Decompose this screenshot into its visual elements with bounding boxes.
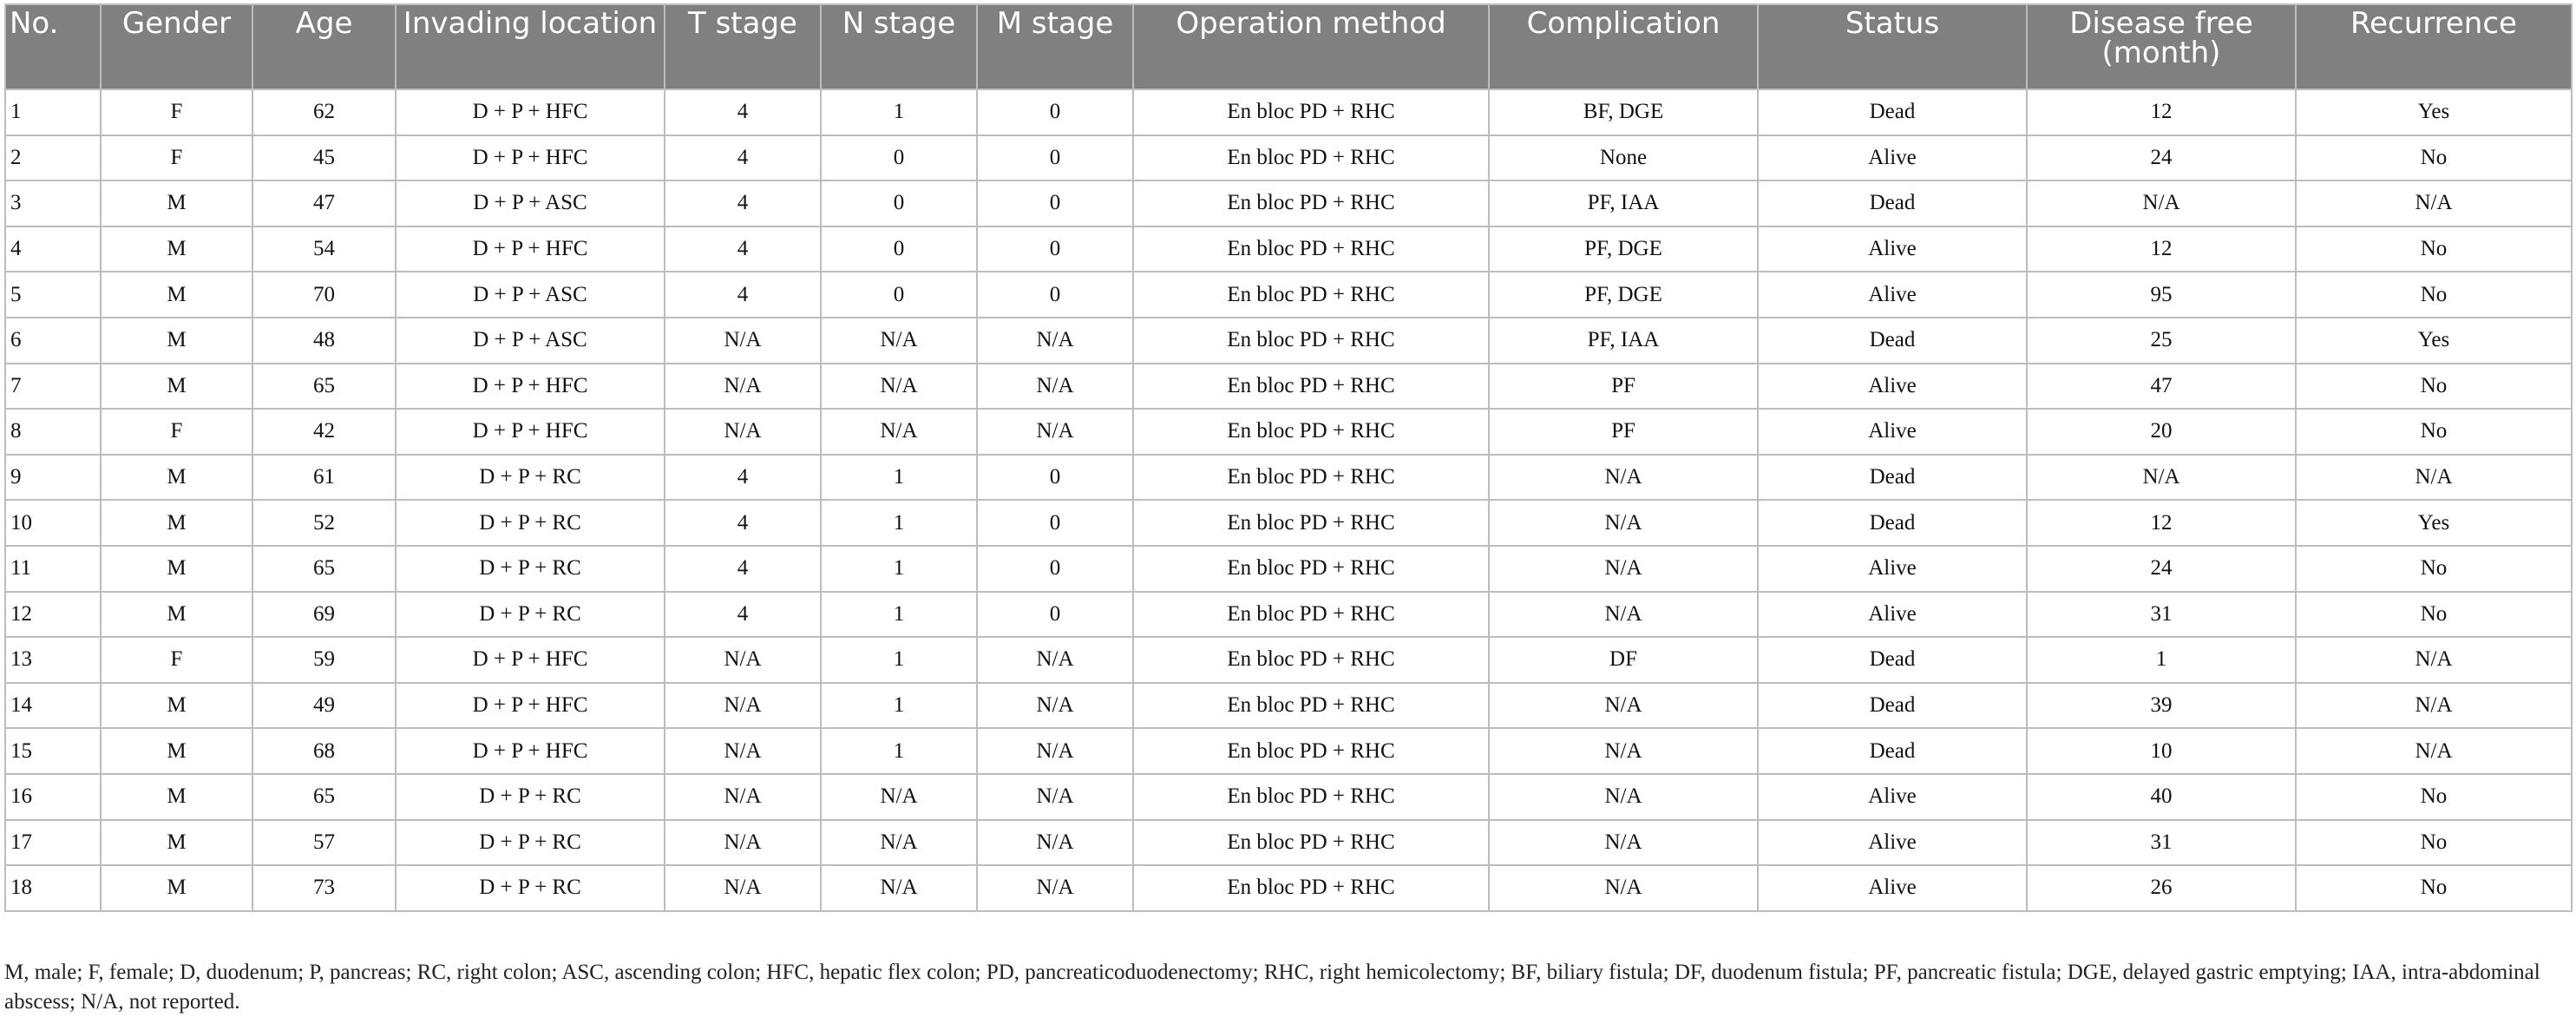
cell-complication: N/A <box>1489 500 1758 546</box>
cell-disease-free: 31 <box>2027 592 2296 638</box>
cell-no: 9 <box>5 455 101 501</box>
column-header-disease-free: Disease free (month) <box>2027 4 2296 89</box>
cell-m-stage: N/A <box>977 728 1133 774</box>
cell-gender: M <box>101 683 252 729</box>
cell-status: Alive <box>1758 774 2027 820</box>
cell-status: Dead <box>1758 455 2027 501</box>
cell-gender: M <box>101 226 252 272</box>
table-row <box>5 180 2572 226</box>
column-header-no: No. <box>5 4 101 89</box>
cell-age: 49 <box>252 683 396 729</box>
cell-t-stage: 4 <box>665 180 821 226</box>
column-header-age: Age <box>252 4 396 89</box>
cell-operation-method: En bloc PD + RHC <box>1133 318 1489 364</box>
cell-recurrence: No <box>2296 272 2572 318</box>
cell-invading-location: D + P + RC <box>396 592 665 638</box>
cell-no: 6 <box>5 318 101 364</box>
column-header-complication: Complication <box>1489 4 1758 89</box>
cell-m-stage: N/A <box>977 637 1133 683</box>
cell-recurrence: No <box>2296 364 2572 410</box>
cell-m-stage: N/A <box>977 865 1133 911</box>
table-row <box>5 592 2572 638</box>
cell-status: Dead <box>1758 89 2027 135</box>
cell-complication: N/A <box>1489 592 1758 638</box>
table-row <box>5 774 2572 820</box>
cell-no: 16 <box>5 774 101 820</box>
cell-operation-method: En bloc PD + RHC <box>1133 135 1489 181</box>
cell-operation-method: En bloc PD + RHC <box>1133 180 1489 226</box>
table-row <box>5 500 2572 546</box>
cell-invading-location: D + P + HFC <box>396 409 665 455</box>
column-header-n-stage: N stage <box>821 4 977 89</box>
cell-no: 11 <box>5 546 101 592</box>
cell-disease-free: N/A <box>2027 455 2296 501</box>
cell-m-stage: N/A <box>977 318 1133 364</box>
table-row <box>5 455 2572 501</box>
cell-gender: F <box>101 89 252 135</box>
cell-no: 1 <box>5 89 101 135</box>
cell-age: 45 <box>252 135 396 181</box>
cell-complication: PF <box>1489 364 1758 410</box>
cell-m-stage: 0 <box>977 546 1133 592</box>
cell-gender: F <box>101 135 252 181</box>
cell-status: Dead <box>1758 180 2027 226</box>
cell-recurrence: Yes <box>2296 500 2572 546</box>
cell-age: 42 <box>252 409 396 455</box>
cell-n-stage: N/A <box>821 774 977 820</box>
cell-recurrence: Yes <box>2296 318 2572 364</box>
cell-age: 68 <box>252 728 396 774</box>
cell-recurrence: No <box>2296 820 2572 866</box>
table-row <box>5 820 2572 866</box>
cell-invading-location: D + P + HFC <box>396 89 665 135</box>
table-container <box>4 3 2571 912</box>
column-header-gender: Gender <box>101 4 252 89</box>
cell-gender: M <box>101 272 252 318</box>
cell-recurrence: No <box>2296 592 2572 638</box>
cell-disease-free: 12 <box>2027 226 2296 272</box>
cell-m-stage: 0 <box>977 135 1133 181</box>
cell-age: 65 <box>252 774 396 820</box>
cell-gender: M <box>101 592 252 638</box>
cell-t-stage: 4 <box>665 546 821 592</box>
cell-n-stage: 0 <box>821 226 977 272</box>
cell-m-stage: N/A <box>977 364 1133 410</box>
cell-complication: PF, DGE <box>1489 226 1758 272</box>
cell-operation-method: En bloc PD + RHC <box>1133 364 1489 410</box>
column-header-t-stage: T stage <box>665 4 821 89</box>
cell-t-stage: 4 <box>665 500 821 546</box>
cell-gender: M <box>101 728 252 774</box>
cell-invading-location: D + P + RC <box>396 865 665 911</box>
cell-n-stage: N/A <box>821 409 977 455</box>
cell-status: Alive <box>1758 546 2027 592</box>
cell-age: 70 <box>252 272 396 318</box>
cell-no: 17 <box>5 820 101 866</box>
cell-operation-method: En bloc PD + RHC <box>1133 546 1489 592</box>
cell-invading-location: D + P + RC <box>396 500 665 546</box>
cell-recurrence: No <box>2296 774 2572 820</box>
cell-no: 8 <box>5 409 101 455</box>
table-row <box>5 364 2572 410</box>
cell-operation-method: En bloc PD + RHC <box>1133 226 1489 272</box>
cell-complication: DF <box>1489 637 1758 683</box>
cell-operation-method: En bloc PD + RHC <box>1133 683 1489 729</box>
cell-age: 73 <box>252 865 396 911</box>
table-row <box>5 728 2572 774</box>
cell-complication: N/A <box>1489 820 1758 866</box>
cell-t-stage: N/A <box>665 364 821 410</box>
cell-t-stage: N/A <box>665 774 821 820</box>
cell-status: Dead <box>1758 728 2027 774</box>
cell-invading-location: D + P + HFC <box>396 226 665 272</box>
table-row <box>5 865 2572 911</box>
column-header-recurrence: Recurrence <box>2296 4 2572 89</box>
cell-invading-location: D + P + ASC <box>396 180 665 226</box>
cell-invading-location: D + P + RC <box>396 455 665 501</box>
cell-gender: M <box>101 865 252 911</box>
cell-operation-method: En bloc PD + RHC <box>1133 89 1489 135</box>
cell-no: 4 <box>5 226 101 272</box>
cell-disease-free: 25 <box>2027 318 2296 364</box>
cell-no: 5 <box>5 272 101 318</box>
cell-n-stage: 1 <box>821 546 977 592</box>
cell-gender: M <box>101 774 252 820</box>
column-header-m-stage: M stage <box>977 4 1133 89</box>
cell-invading-location: D + P + RC <box>396 546 665 592</box>
cell-no: 12 <box>5 592 101 638</box>
cell-n-stage: 0 <box>821 272 977 318</box>
cell-age: 65 <box>252 546 396 592</box>
cell-recurrence: N/A <box>2296 728 2572 774</box>
cell-t-stage: 4 <box>665 135 821 181</box>
cell-m-stage: 0 <box>977 500 1133 546</box>
cell-complication: PF <box>1489 409 1758 455</box>
cell-t-stage: N/A <box>665 318 821 364</box>
cell-gender: M <box>101 546 252 592</box>
cell-invading-location: D + P + HFC <box>396 637 665 683</box>
cell-gender: M <box>101 455 252 501</box>
column-header-operation-method: Operation method <box>1133 4 1489 89</box>
cell-age: 62 <box>252 89 396 135</box>
cell-status: Alive <box>1758 364 2027 410</box>
cell-age: 59 <box>252 637 396 683</box>
cell-status: Dead <box>1758 637 2027 683</box>
table-row <box>5 683 2572 729</box>
cell-gender: M <box>101 364 252 410</box>
table-row <box>5 135 2572 181</box>
cell-t-stage: N/A <box>665 683 821 729</box>
table-row <box>5 272 2572 318</box>
cell-disease-free: 12 <box>2027 500 2296 546</box>
cell-t-stage: 4 <box>665 455 821 501</box>
cell-age: 69 <box>252 592 396 638</box>
table-row <box>5 318 2572 364</box>
cell-t-stage: N/A <box>665 820 821 866</box>
cell-operation-method: En bloc PD + RHC <box>1133 592 1489 638</box>
cell-recurrence: Yes <box>2296 89 2572 135</box>
cell-status: Alive <box>1758 820 2027 866</box>
cell-gender: M <box>101 318 252 364</box>
cell-age: 47 <box>252 180 396 226</box>
cell-n-stage: 1 <box>821 592 977 638</box>
cell-operation-method: En bloc PD + RHC <box>1133 272 1489 318</box>
cell-disease-free: 40 <box>2027 774 2296 820</box>
cell-disease-free: 12 <box>2027 89 2296 135</box>
cell-complication: BF, DGE <box>1489 89 1758 135</box>
cell-m-stage: 0 <box>977 226 1133 272</box>
cell-gender: M <box>101 500 252 546</box>
cell-disease-free: 24 <box>2027 135 2296 181</box>
cell-status: Alive <box>1758 865 2027 911</box>
cell-n-stage: 0 <box>821 135 977 181</box>
cell-age: 52 <box>252 500 396 546</box>
cell-gender: M <box>101 180 252 226</box>
cell-gender: M <box>101 820 252 866</box>
cell-t-stage: N/A <box>665 637 821 683</box>
cell-no: 2 <box>5 135 101 181</box>
cell-complication: PF, IAA <box>1489 180 1758 226</box>
cell-recurrence: No <box>2296 546 2572 592</box>
cell-no: 10 <box>5 500 101 546</box>
cell-invading-location: D + P + RC <box>396 774 665 820</box>
cell-complication: N/A <box>1489 865 1758 911</box>
table-row <box>5 409 2572 455</box>
cell-n-stage: 1 <box>821 683 977 729</box>
table-row <box>5 89 2572 135</box>
column-header-invading-location: Invading location <box>396 4 665 89</box>
cell-recurrence: No <box>2296 409 2572 455</box>
cell-no: 18 <box>5 865 101 911</box>
cell-age: 57 <box>252 820 396 866</box>
cell-m-stage: N/A <box>977 774 1133 820</box>
cell-n-stage: 1 <box>821 89 977 135</box>
cell-no: 14 <box>5 683 101 729</box>
cell-gender: F <box>101 637 252 683</box>
cell-no: 15 <box>5 728 101 774</box>
column-header-status: Status <box>1758 4 2027 89</box>
cell-operation-method: En bloc PD + RHC <box>1133 774 1489 820</box>
cell-disease-free: 31 <box>2027 820 2296 866</box>
cell-status: Alive <box>1758 272 2027 318</box>
patient-data-table <box>4 3 2573 912</box>
cell-operation-method: En bloc PD + RHC <box>1133 637 1489 683</box>
cell-recurrence: N/A <box>2296 637 2572 683</box>
cell-n-stage: 1 <box>821 455 977 501</box>
cell-m-stage: N/A <box>977 409 1133 455</box>
cell-recurrence: N/A <box>2296 683 2572 729</box>
cell-operation-method: En bloc PD + RHC <box>1133 820 1489 866</box>
cell-m-stage: 0 <box>977 455 1133 501</box>
cell-m-stage: N/A <box>977 683 1133 729</box>
cell-t-stage: 4 <box>665 272 821 318</box>
cell-status: Alive <box>1758 409 2027 455</box>
cell-recurrence: No <box>2296 135 2572 181</box>
cell-t-stage: 4 <box>665 592 821 638</box>
cell-status: Alive <box>1758 592 2027 638</box>
cell-no: 3 <box>5 180 101 226</box>
cell-disease-free: 39 <box>2027 683 2296 729</box>
cell-n-stage: 1 <box>821 637 977 683</box>
cell-status: Dead <box>1758 318 2027 364</box>
cell-disease-free: 95 <box>2027 272 2296 318</box>
cell-invading-location: D + P + RC <box>396 820 665 866</box>
cell-m-stage: 0 <box>977 180 1133 226</box>
table-row <box>5 226 2572 272</box>
cell-disease-free: 1 <box>2027 637 2296 683</box>
cell-n-stage: N/A <box>821 318 977 364</box>
cell-recurrence: N/A <box>2296 455 2572 501</box>
cell-n-stage: 0 <box>821 180 977 226</box>
cell-operation-method: En bloc PD + RHC <box>1133 728 1489 774</box>
cell-disease-free: 47 <box>2027 364 2296 410</box>
cell-age: 61 <box>252 455 396 501</box>
cell-disease-free: 26 <box>2027 865 2296 911</box>
cell-complication: N/A <box>1489 546 1758 592</box>
cell-recurrence: No <box>2296 226 2572 272</box>
cell-status: Alive <box>1758 226 2027 272</box>
cell-m-stage: 0 <box>977 272 1133 318</box>
cell-n-stage: N/A <box>821 865 977 911</box>
table-header <box>5 4 2572 89</box>
cell-complication: PF, IAA <box>1489 318 1758 364</box>
cell-invading-location: D + P + ASC <box>396 318 665 364</box>
cell-invading-location: D + P + HFC <box>396 135 665 181</box>
cell-complication: PF, DGE <box>1489 272 1758 318</box>
cell-status: Dead <box>1758 500 2027 546</box>
cell-n-stage: N/A <box>821 820 977 866</box>
cell-n-stage: 1 <box>821 500 977 546</box>
cell-invading-location: D + P + HFC <box>396 728 665 774</box>
cell-status: Dead <box>1758 683 2027 729</box>
header-row <box>5 4 2572 89</box>
cell-disease-free: 10 <box>2027 728 2296 774</box>
cell-m-stage: N/A <box>977 820 1133 866</box>
cell-complication: None <box>1489 135 1758 181</box>
cell-m-stage: 0 <box>977 592 1133 638</box>
cell-no: 7 <box>5 364 101 410</box>
cell-t-stage: N/A <box>665 409 821 455</box>
cell-no: 13 <box>5 637 101 683</box>
cell-operation-method: En bloc PD + RHC <box>1133 409 1489 455</box>
cell-complication: N/A <box>1489 728 1758 774</box>
cell-disease-free: N/A <box>2027 180 2296 226</box>
cell-invading-location: D + P + HFC <box>396 683 665 729</box>
cell-t-stage: N/A <box>665 865 821 911</box>
cell-t-stage: 4 <box>665 226 821 272</box>
cell-n-stage: 1 <box>821 728 977 774</box>
cell-complication: N/A <box>1489 683 1758 729</box>
cell-disease-free: 20 <box>2027 409 2296 455</box>
cell-recurrence: N/A <box>2296 180 2572 226</box>
cell-age: 65 <box>252 364 396 410</box>
cell-gender: F <box>101 409 252 455</box>
cell-operation-method: En bloc PD + RHC <box>1133 500 1489 546</box>
cell-complication: N/A <box>1489 455 1758 501</box>
table-body <box>5 89 2572 911</box>
cell-disease-free: 24 <box>2027 546 2296 592</box>
cell-n-stage: N/A <box>821 364 977 410</box>
cell-invading-location: D + P + ASC <box>396 272 665 318</box>
cell-status: Alive <box>1758 135 2027 181</box>
table-row <box>5 637 2572 683</box>
cell-operation-method: En bloc PD + RHC <box>1133 865 1489 911</box>
cell-operation-method: En bloc PD + RHC <box>1133 455 1489 501</box>
cell-recurrence: No <box>2296 865 2572 911</box>
cell-invading-location: D + P + HFC <box>396 364 665 410</box>
cell-m-stage: 0 <box>977 89 1133 135</box>
cell-complication: N/A <box>1489 774 1758 820</box>
cell-age: 54 <box>252 226 396 272</box>
cell-t-stage: N/A <box>665 728 821 774</box>
table-footnote: M, male; F, female; D, duodenum; P, pancreas; RC, right colon; ASC, ascending colon; HFC, hepatic flex colon; PD, pancreaticoduodenectomy; RHC, right hemicolectomy; BF, biliary fistula; DF, duodenum fistula; PF, pancreatic fistula; DGE, delayed gastric emptying; IAA, intra-abdominal abscess; N/A, not reported. <box>4 961 2540 1014</box>
table-row <box>5 546 2572 592</box>
cell-t-stage: 4 <box>665 89 821 135</box>
cell-age: 48 <box>252 318 396 364</box>
